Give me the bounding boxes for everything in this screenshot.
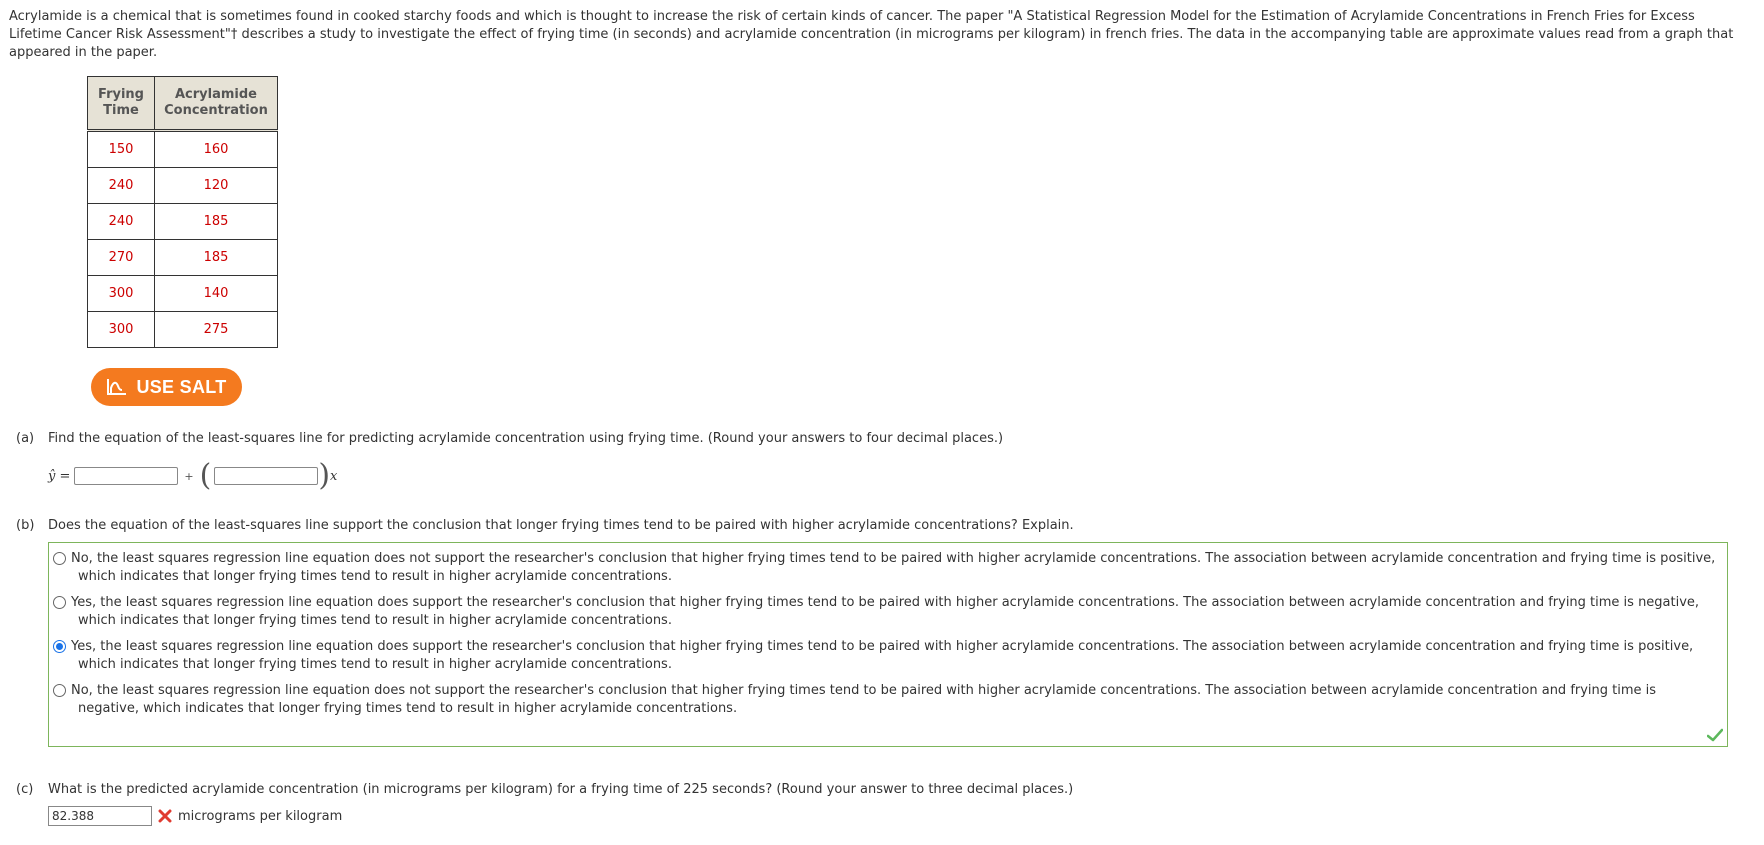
choice-option-3[interactable] xyxy=(53,638,1723,674)
part-a-question: Find the equation of the least-squares line for predicting acrylamide concentration using frying time. (Round your answers to four decimal places.) xyxy=(48,431,1004,446)
choice-option-1[interactable] xyxy=(53,550,1723,586)
choice-line: which indicates that longer frying times tend to result in higher acrylamide concentrations. xyxy=(78,569,672,584)
choice-option-2[interactable] xyxy=(53,594,1723,630)
part-b-label: (b) xyxy=(16,518,35,533)
part-b-question: Does the equation of the least-squares line support the conclusion that longer frying times tend to be paired with higher acrylamide concentrations? Explain. xyxy=(48,518,1074,533)
table-row xyxy=(88,312,278,348)
radio-button[interactable] xyxy=(53,552,66,565)
data-table xyxy=(87,76,278,348)
cell-frying-time: 240 xyxy=(88,168,155,204)
choice-text xyxy=(53,638,1723,674)
intro-line-1: Acrylamide is a chemical that is sometimes found in cooked starchy foods and which is thought to increase the risk of certain kinds of cancer. The paper "A Statistical Regression Model for the Estimation of Acrylamide Concentrations in French Fries for Excess xyxy=(9,9,1695,24)
part-a-label: (a) xyxy=(16,431,35,446)
plus-sign: + xyxy=(184,469,194,483)
use-salt-button[interactable] xyxy=(91,368,242,406)
choice-line: No, the least squares regression line equation does not support the researcher's conclusion that higher frying times tend to be paired with higher acrylamide concentrations. The association between acrylamide concentration and frying time is xyxy=(71,683,1657,698)
cell-frying-time: 300 xyxy=(88,312,155,348)
cell-concentration: 185 xyxy=(155,204,278,240)
table-row xyxy=(88,168,278,204)
cell-concentration: 185 xyxy=(155,240,278,276)
prediction-input[interactable] xyxy=(48,806,152,826)
table-header-row xyxy=(88,77,278,131)
cell-frying-time: 300 xyxy=(88,276,155,312)
radio-button-selected[interactable] xyxy=(53,640,66,653)
choice-text xyxy=(53,682,1723,718)
intro-line-2: Lifetime Cancer Risk Assessment"† describes a study to investigate the effect of frying time (in seconds) and acrylamide concentration (in micrograms per kilogram) in french fries. The data in the accompanying table are approximate values read from a graph that xyxy=(9,27,1734,42)
part-c-label: (c) xyxy=(16,782,34,797)
choice-line: which indicates that longer frying times tend to result in higher acrylamide concentrations. xyxy=(78,613,672,628)
choice-line: Yes, the least squares regression line equation does support the researcher's conclusion that higher frying times tend to be paired with higher acrylamide concentrations. The association between acrylamide concentration and frying time is positive, xyxy=(71,639,1694,654)
choice-text xyxy=(53,550,1723,586)
y-hat-label: ŷ = xyxy=(48,468,71,484)
chart-icon xyxy=(106,378,128,396)
choice-line: which indicates that longer frying times tend to result in higher acrylamide concentrations. xyxy=(78,657,672,672)
answer-choices xyxy=(48,542,1728,747)
intro-line-3: appeared in the paper. xyxy=(9,45,158,60)
intercept-input[interactable] xyxy=(74,467,178,485)
correct-check-icon xyxy=(1707,728,1723,742)
x-variable: x xyxy=(330,468,338,484)
cell-concentration: 120 xyxy=(155,168,278,204)
cell-concentration: 140 xyxy=(155,276,278,312)
choice-line: No, the least squares regression line equation does not support the researcher's conclusion that higher frying times tend to be paired with higher acrylamide concentrations. The association between acrylamide concentration and frying time is positive, xyxy=(71,551,1716,566)
table-row xyxy=(88,276,278,312)
part-c-answer-row xyxy=(48,806,342,826)
header-line: Concentration xyxy=(164,103,268,118)
table-row xyxy=(88,131,278,168)
regression-equation xyxy=(48,458,338,493)
cell-frying-time: 240 xyxy=(88,204,155,240)
table-row xyxy=(88,240,278,276)
use-salt-label: USE SALT xyxy=(136,376,227,397)
header-acrylamide-concentration xyxy=(155,77,278,131)
choice-option-4[interactable] xyxy=(53,682,1723,718)
problem-intro xyxy=(9,8,1754,62)
unit-label: micrograms per kilogram xyxy=(178,808,343,824)
header-line: Time xyxy=(103,103,139,118)
close-paren: ) xyxy=(318,458,331,493)
cell-frying-time: 270 xyxy=(88,240,155,276)
cell-concentration: 160 xyxy=(155,131,278,168)
choice-line: negative, which indicates that longer frying times tend to result in higher acrylamide concentrations. xyxy=(78,701,738,716)
cell-concentration: 275 xyxy=(155,312,278,348)
choice-line: Yes, the least squares regression line equation does support the researcher's conclusion that higher frying times tend to be paired with higher acrylamide concentrations. The association between acrylamide concentration and frying time is negative, xyxy=(71,595,1700,610)
cell-frying-time: 150 xyxy=(88,131,155,168)
radio-button[interactable] xyxy=(53,684,66,697)
table-row xyxy=(88,204,278,240)
choice-text xyxy=(53,594,1723,630)
header-frying-time xyxy=(88,77,155,131)
slope-input[interactable] xyxy=(214,467,318,485)
radio-button[interactable] xyxy=(53,596,66,609)
incorrect-x-icon xyxy=(158,809,172,823)
header-line: Frying xyxy=(98,87,144,102)
part-c-question: What is the predicted acrylamide concentration (in micrograms per kilogram) for a frying time of 225 seconds? (Round your answer to three decimal places.) xyxy=(48,782,1074,797)
header-line: Acrylamide xyxy=(174,87,257,102)
open-paren: ( xyxy=(199,458,212,493)
